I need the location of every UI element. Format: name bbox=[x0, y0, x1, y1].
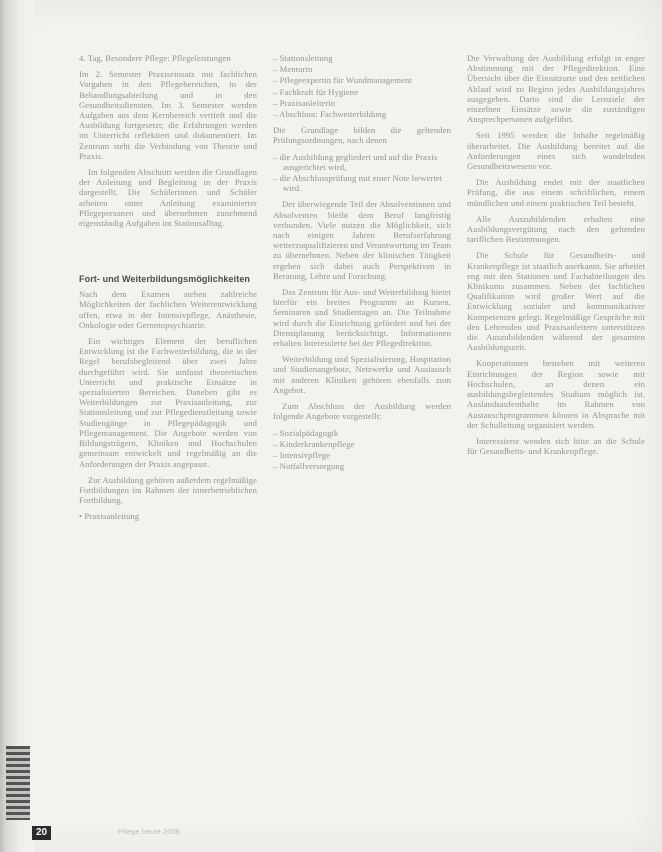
paragraph: Interessierte wenden sich bitte an die Schule für Gesundheits- und Krankenpflege. bbox=[467, 435, 645, 457]
list-item: – Stationsleitung bbox=[273, 53, 333, 63]
paragraph: Die Schule für Gesundheits- und Krankenpflege ist staatlich anerkannt. Sie arbeitet eng mit den Stationen und Fachabteilungen des Klinikums zusammen. Neben der fachlichen Qualifikation wird großer Wert auf die Entwicklung sozialer und kommunikativer Kompetenzen gelegt. Regelmäßige Gespräche mit den Lehrenden und Praxisanleitern unterstützen die Auszubildenden während der gesamten Ausbildungszeit. bbox=[467, 250, 645, 353]
running-footer: Pflege heute 2008 bbox=[118, 829, 180, 836]
bullet-list bbox=[79, 511, 257, 521]
page-number: 20 bbox=[32, 826, 51, 840]
paragraph: Ein wichtiges Element der beruflichen Entwicklung ist die Fachweiterbildung, die in der Regel berufsbegleitend über zwei Jahre durchgeführt wird. Sie umfasst theoretischen Unterricht und praktische Einsätze in spezialisierten Bereichen. Daneben gibt es Weiterbildungen zur Praxisanleitung, zur Stationsleitung und zur Pflegedienstleitung sowie Studiengänge in Pflegepädagogik und Pflegemanagement. Die Angebote werden von Bildungsträgern, Kliniken und Hochschulen gemeinsam entwickelt und regelmäßig an die Anforderungen der Praxis angepasst. bbox=[79, 336, 257, 469]
paragraph: Die Ausbildung endet mit der staatlichen Prüfung, die aus einem schriftlichen, einem mündlichen und einem praktischen Teil besteht. bbox=[467, 177, 645, 208]
paragraph: Zur Ausbildung gehören außerdem regelmäßige Fortbildungen im Rahmen der innerbetrieblichen Fortbildung. bbox=[79, 474, 257, 506]
section-heading: Fort- und Weiterbildungsmöglichkeiten bbox=[79, 274, 251, 285]
list-item: • Praxisanleitung bbox=[79, 511, 140, 522]
list-item: – Abschluss: Fachweiterbildung bbox=[273, 109, 387, 120]
paragraph: Alle Auszubildenden erhalten eine Ausbildungsvergütung nach den geltenden tariflichen Bestimmungen. bbox=[467, 213, 645, 245]
list-item: – Mentorin bbox=[273, 64, 313, 75]
thumb-index-tab bbox=[6, 746, 30, 820]
paragraph: Die Grundlage bilden die geltenden Prüfungsordnungen, nach denen bbox=[273, 125, 451, 146]
list-item: – Praxisanleiterin bbox=[273, 97, 336, 108]
bullet-list bbox=[273, 152, 451, 194]
paragraph: Im 2. Semester Praxiseinsatz mit fachlichen Vorgaben in den Pflegebereichen, in der Behandlungsabteilung und in den Gesundheitsdiensten. Im 3. Semester werden Aufgaben aus dem Kernbereich vertieft und die Ausbildung fortgesetzt; die Erfahrungen werden im Unterricht reflektiert und dokumentiert. Im Zentrum steht die Verbindung von Theorie und Praxis. bbox=[79, 69, 257, 161]
paragraph: Seit 1995 werden die Inhalte regelmäßig überarbeitet. Die Ausbildung bereitet auf die Anforderungen eines sich wandelnden Gesundheitswesens vor. bbox=[467, 130, 645, 172]
paragraph: Die Verwaltung der Ausbildung erfolgt in enger Abstimmung mit der Pflegedirektion. Eine Übersicht über die Einsatzorte und den zeitlichen Ablauf wird zu Beginn jedes Ausbildungsjahres ausgegeben. Darin sind die Lernziele der einzelnen Einsätze sowie die zuständigen Ansprechpersonen aufgeführt. bbox=[467, 53, 645, 125]
paragraph: Im folgenden Abschnitt werden die Grundlagen der Anleitung und Begleitung in der Praxis dargestellt. Die Schülerinnen und Schüler arbeiten unter Anleitung examinierter Pflegepersonen und übernehmen zunehmend eigenständig Aufgaben im Stationsalltag. bbox=[79, 167, 257, 229]
paragraph: Weiterbildung und Spezialisierung, Hospitation und Studienangebote, Netzwerke und Austausch mit anderen Kliniken gehören ebenfalls zum Angebot. bbox=[273, 354, 451, 395]
list-item: – Sozialpädagogik bbox=[273, 427, 339, 438]
paragraph: Nach dem Examen stehen zahlreiche Möglichkeiten der fachlichen Weiterentwicklung offen, etwa in der Intensivpflege, Anästhesie, Onkologie oder Gerontopsychiatrie. bbox=[79, 289, 257, 330]
list-item: – Fachkraft für Hygiene bbox=[273, 86, 359, 97]
page-edge-shadow bbox=[0, 0, 34, 852]
paragraph: Der überwiegende Teil der Absolventinnen und Absolventen bleibt dem Beruf langfristig verbunden. Viele nutzen die Möglichkeit, sich nach einigen Jahren Berufserfahrung weiterzuqualifizieren und Verantwortung im Team zu übernehmen. Neben der klinischen Tätigkeit ergeben sich dabei auch Perspektiven in Beratung, Lehre und Forschung. bbox=[273, 199, 451, 281]
paragraph: Zum Abschluss der Ausbildung werden folgende Angebote vorgestellt: bbox=[273, 401, 451, 422]
bullet-list bbox=[273, 53, 451, 119]
text-column-2 bbox=[273, 53, 451, 477]
list-item: – Notfallversorgung bbox=[273, 461, 345, 472]
list-item: – die Ausbildung gegliedert und auf die Praxis ausgerichtet wird, bbox=[273, 151, 438, 172]
list-item: – Intensivpflege bbox=[273, 449, 331, 460]
bullet-list bbox=[273, 428, 451, 472]
text-column-3 bbox=[467, 53, 645, 462]
paragraph: 4. Tag, Besondere Pflege: Pflegeleistungen bbox=[79, 53, 231, 63]
list-item: – die Abschlussprüfung mit einer Note bewertet wird. bbox=[273, 173, 443, 194]
paragraph: Kooperationen bestehen mit weiteren Einrichtungen der Region sowie mit Hochschulen, an denen ein ausbildungsbegleitendes Studium möglich ist. Auslandsaufenthalte im Rahmen von Austauschprogrammen können in Absprache mit der Schulleitung organisiert werden. bbox=[467, 358, 645, 430]
text-column-1 bbox=[79, 53, 257, 528]
list-item: – Pflegeexpertin für Wundmanagement bbox=[273, 75, 412, 86]
list-item: – Kinderkrankenpflege bbox=[273, 438, 355, 449]
paragraph: Das Zentrum für Aus- und Weiterbildung bietet hierfür ein breites Programm an Kursen, Seminaren und Studientagen an. Die Teilnahme wird durch die Einrichtung gefördert und bei der Dienstplanung berücksichtigt. Informationen erhalten Interessierte bei der Pflegedirektion. bbox=[273, 287, 451, 349]
